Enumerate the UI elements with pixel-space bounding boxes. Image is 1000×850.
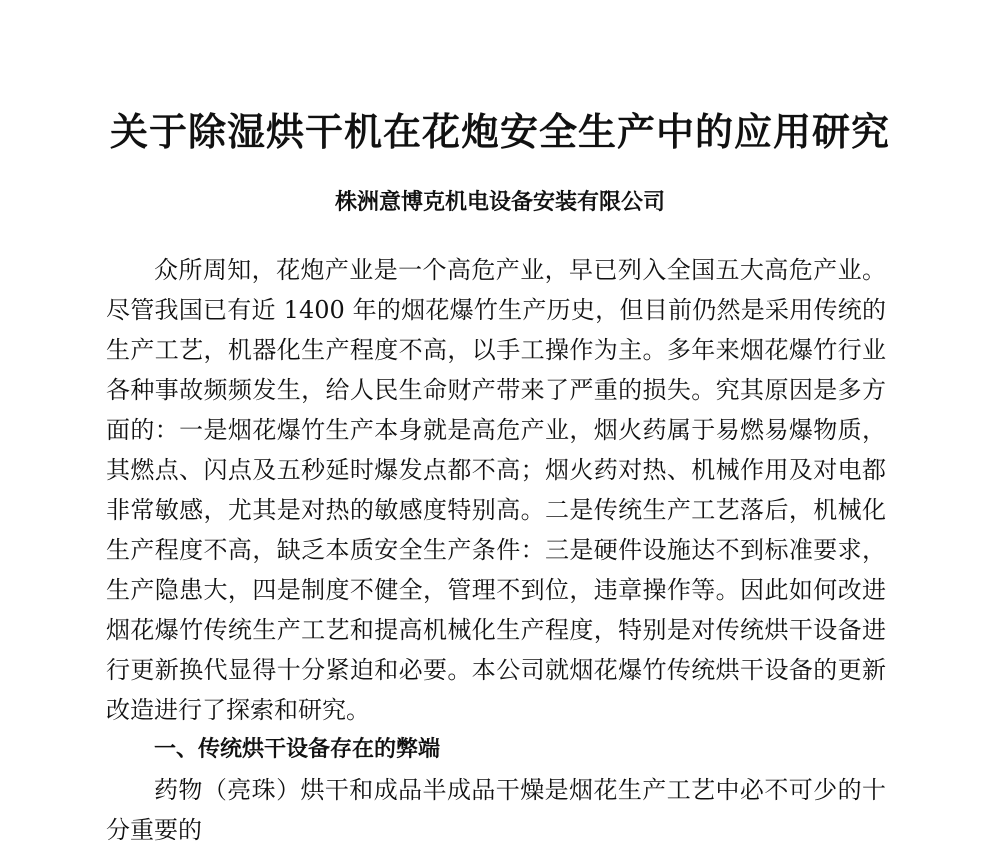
section-paragraph: 药物（亮珠）烘干和成品半成品干燥是烟花生产工艺中必不可少的十分重要的 <box>106 776 886 844</box>
document-title: 关于除湿烘干机在花炮安全生产中的应用研究 <box>109 109 890 154</box>
intro-paragraph: 众所周知，花炮产业是一个高危产业，早已列入全国五大高危产业。尽管我国已有近 1400 年的烟花爆竹生产历史，但目前仍然是采用传统的生产工艺，机器化生产程度不高，以手工操作为主。多年来烟花爆竹行业各种事故频频发生，给人民生命财产带来了严重的损失。究其原因是多方面的：一是烟花爆竹生产本身就是高危产业，烟火药属于易燃易爆物质，其燃点、闪点及五秒延时爆发点都不高；烟火药对热、机械作用及对电都非常敏感，尤其是对热的敏感度特别高。二是传统生产工艺落后，机械化生产程度不高，缺乏本质安全生产条件：三是硬件设施达不到标准要求，生产隐患大，四是制度不健全，管理不到位，违章操作等。因此如何改进烟花爆竹传统生产工艺和提高机械化生产程度，特别是对传统烘干设备进行更新换代显得十分紧迫和必要。本公司就烟花爆竹传统烘干设备的更新改造进行了探索和研究。 <box>106 256 886 724</box>
document-body <box>106 250 886 850</box>
section-heading: 一、传统烘干设备存在的弊端 <box>154 737 441 762</box>
company-name: 株洲意博克机电设备安装有限公司 <box>334 189 665 215</box>
